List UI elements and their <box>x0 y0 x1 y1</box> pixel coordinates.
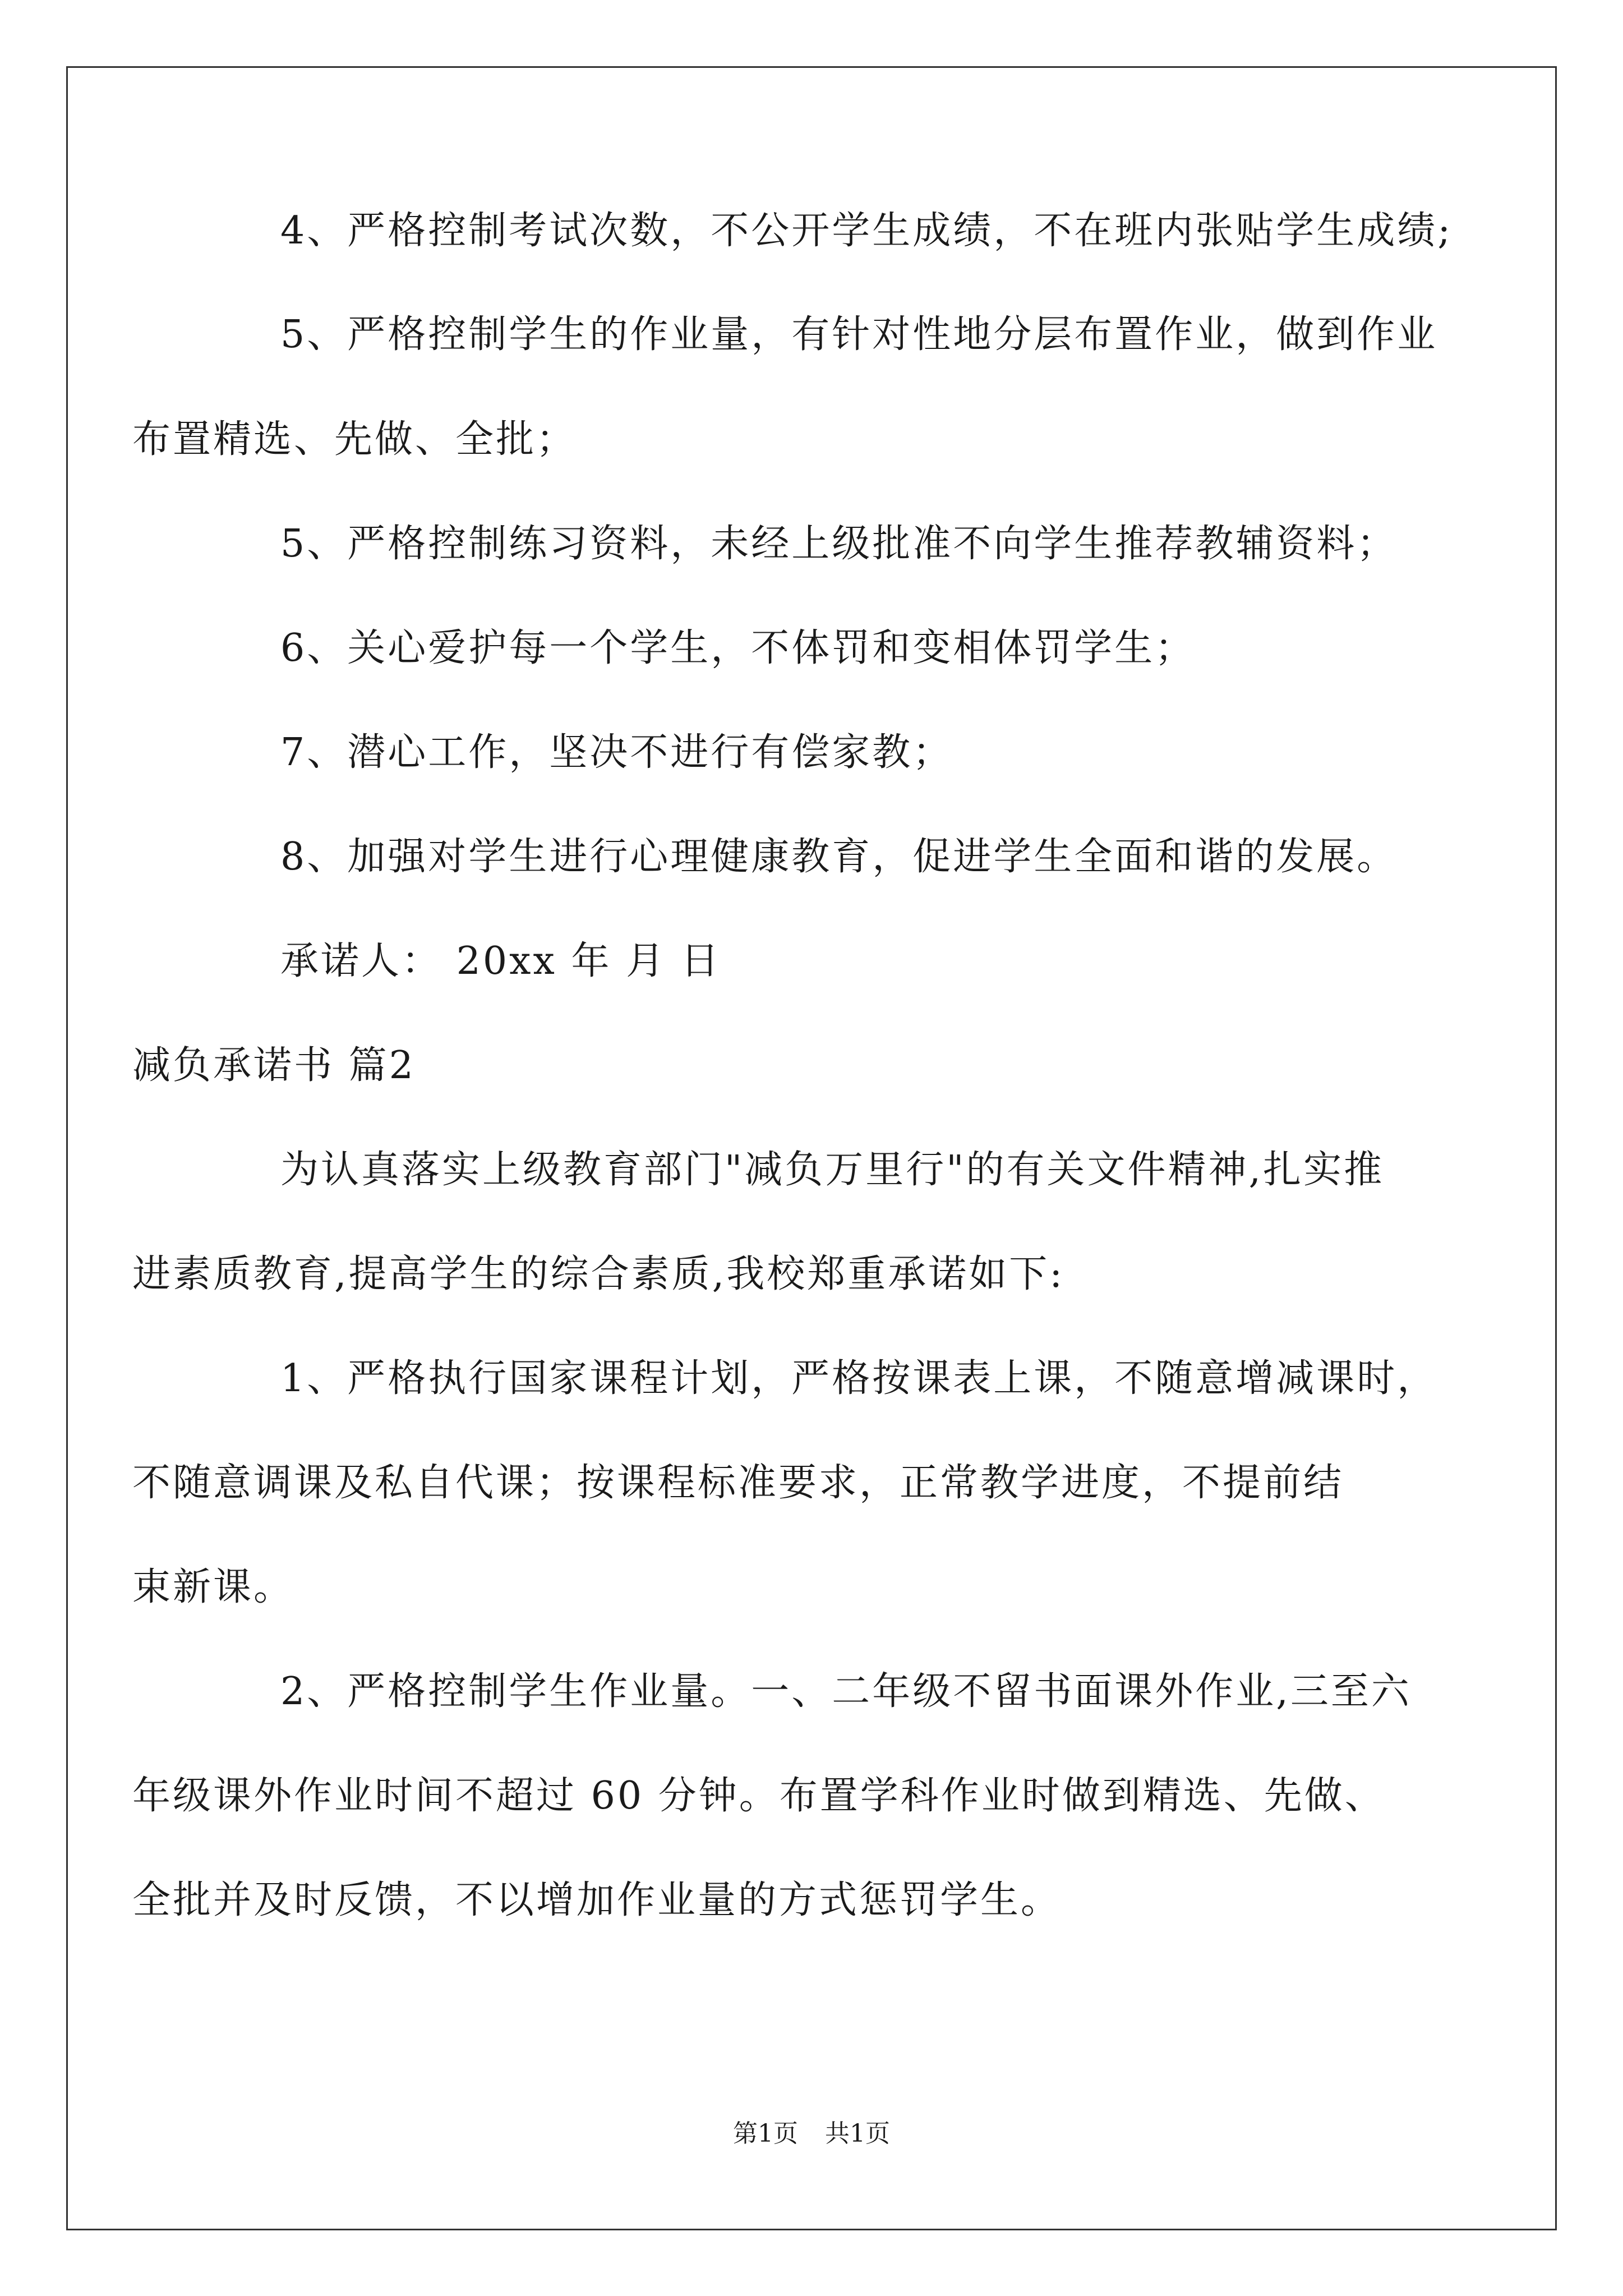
paragraph-line: 束新课。 <box>132 1565 294 1609</box>
paragraph-line: 8、加强对学生进行心理健康教育，促进学生全面和谐的发展。 <box>280 835 1398 879</box>
paragraph-line: 2、严格控制学生作业量。一、二年级不留书面课外作业,三至六 <box>280 1669 1412 1714</box>
paragraph-line: 4、严格控制考试次数，不公开学生成绩，不在班内张贴学生成绩; <box>280 209 1453 253</box>
paragraph-line: 不随意调课及私自代课；按课程标准要求，正常教学进度，不提前结 <box>132 1461 1344 1505</box>
paragraph-line: 布置精选、先做、全批； <box>132 417 577 462</box>
page-number-total: 共1页 <box>825 2119 890 2148</box>
paragraph-line: 7、潜心工作，坚决不进行有偿家教； <box>280 730 953 775</box>
page-footer <box>0 2119 1623 2148</box>
paragraph-line: 为认真落实上级教育部门"减负万里行"的有关文件精神,扎实推 <box>280 1148 1385 1192</box>
section-heading: 减负承诺书 篇2 <box>132 1043 416 1088</box>
paragraph-line: 5、严格控制学生的作业量，有针对性地分层布置作业，做到作业 <box>280 312 1438 357</box>
paragraph-line: 6、关心爱护每一个学生，不体罚和变相体罚学生； <box>280 626 1196 670</box>
paragraph-line: 年级课外作业时间不超过 60 分钟。布置学科作业时做到精选、先做、 <box>132 1774 1385 1818</box>
paragraph-line: 5、严格控制练习资料，未经上级批准不向学生推荐教辅资料； <box>280 522 1398 566</box>
paragraph-line: 1、严格执行国家课程计划，严格按课表上课，不随意增减课时， <box>280 1356 1438 1401</box>
page-number-current: 第1页 <box>733 2119 798 2148</box>
signature-line: 承诺人： 20xx 年 月 日 <box>280 939 721 983</box>
paragraph-line: 进素质教育,提高学生的综合素质,我校郑重承诺如下: <box>132 1252 1065 1296</box>
paragraph-line: 全批并及时反馈，不以增加作业量的方式惩罚学生。 <box>132 1878 1062 1922</box>
